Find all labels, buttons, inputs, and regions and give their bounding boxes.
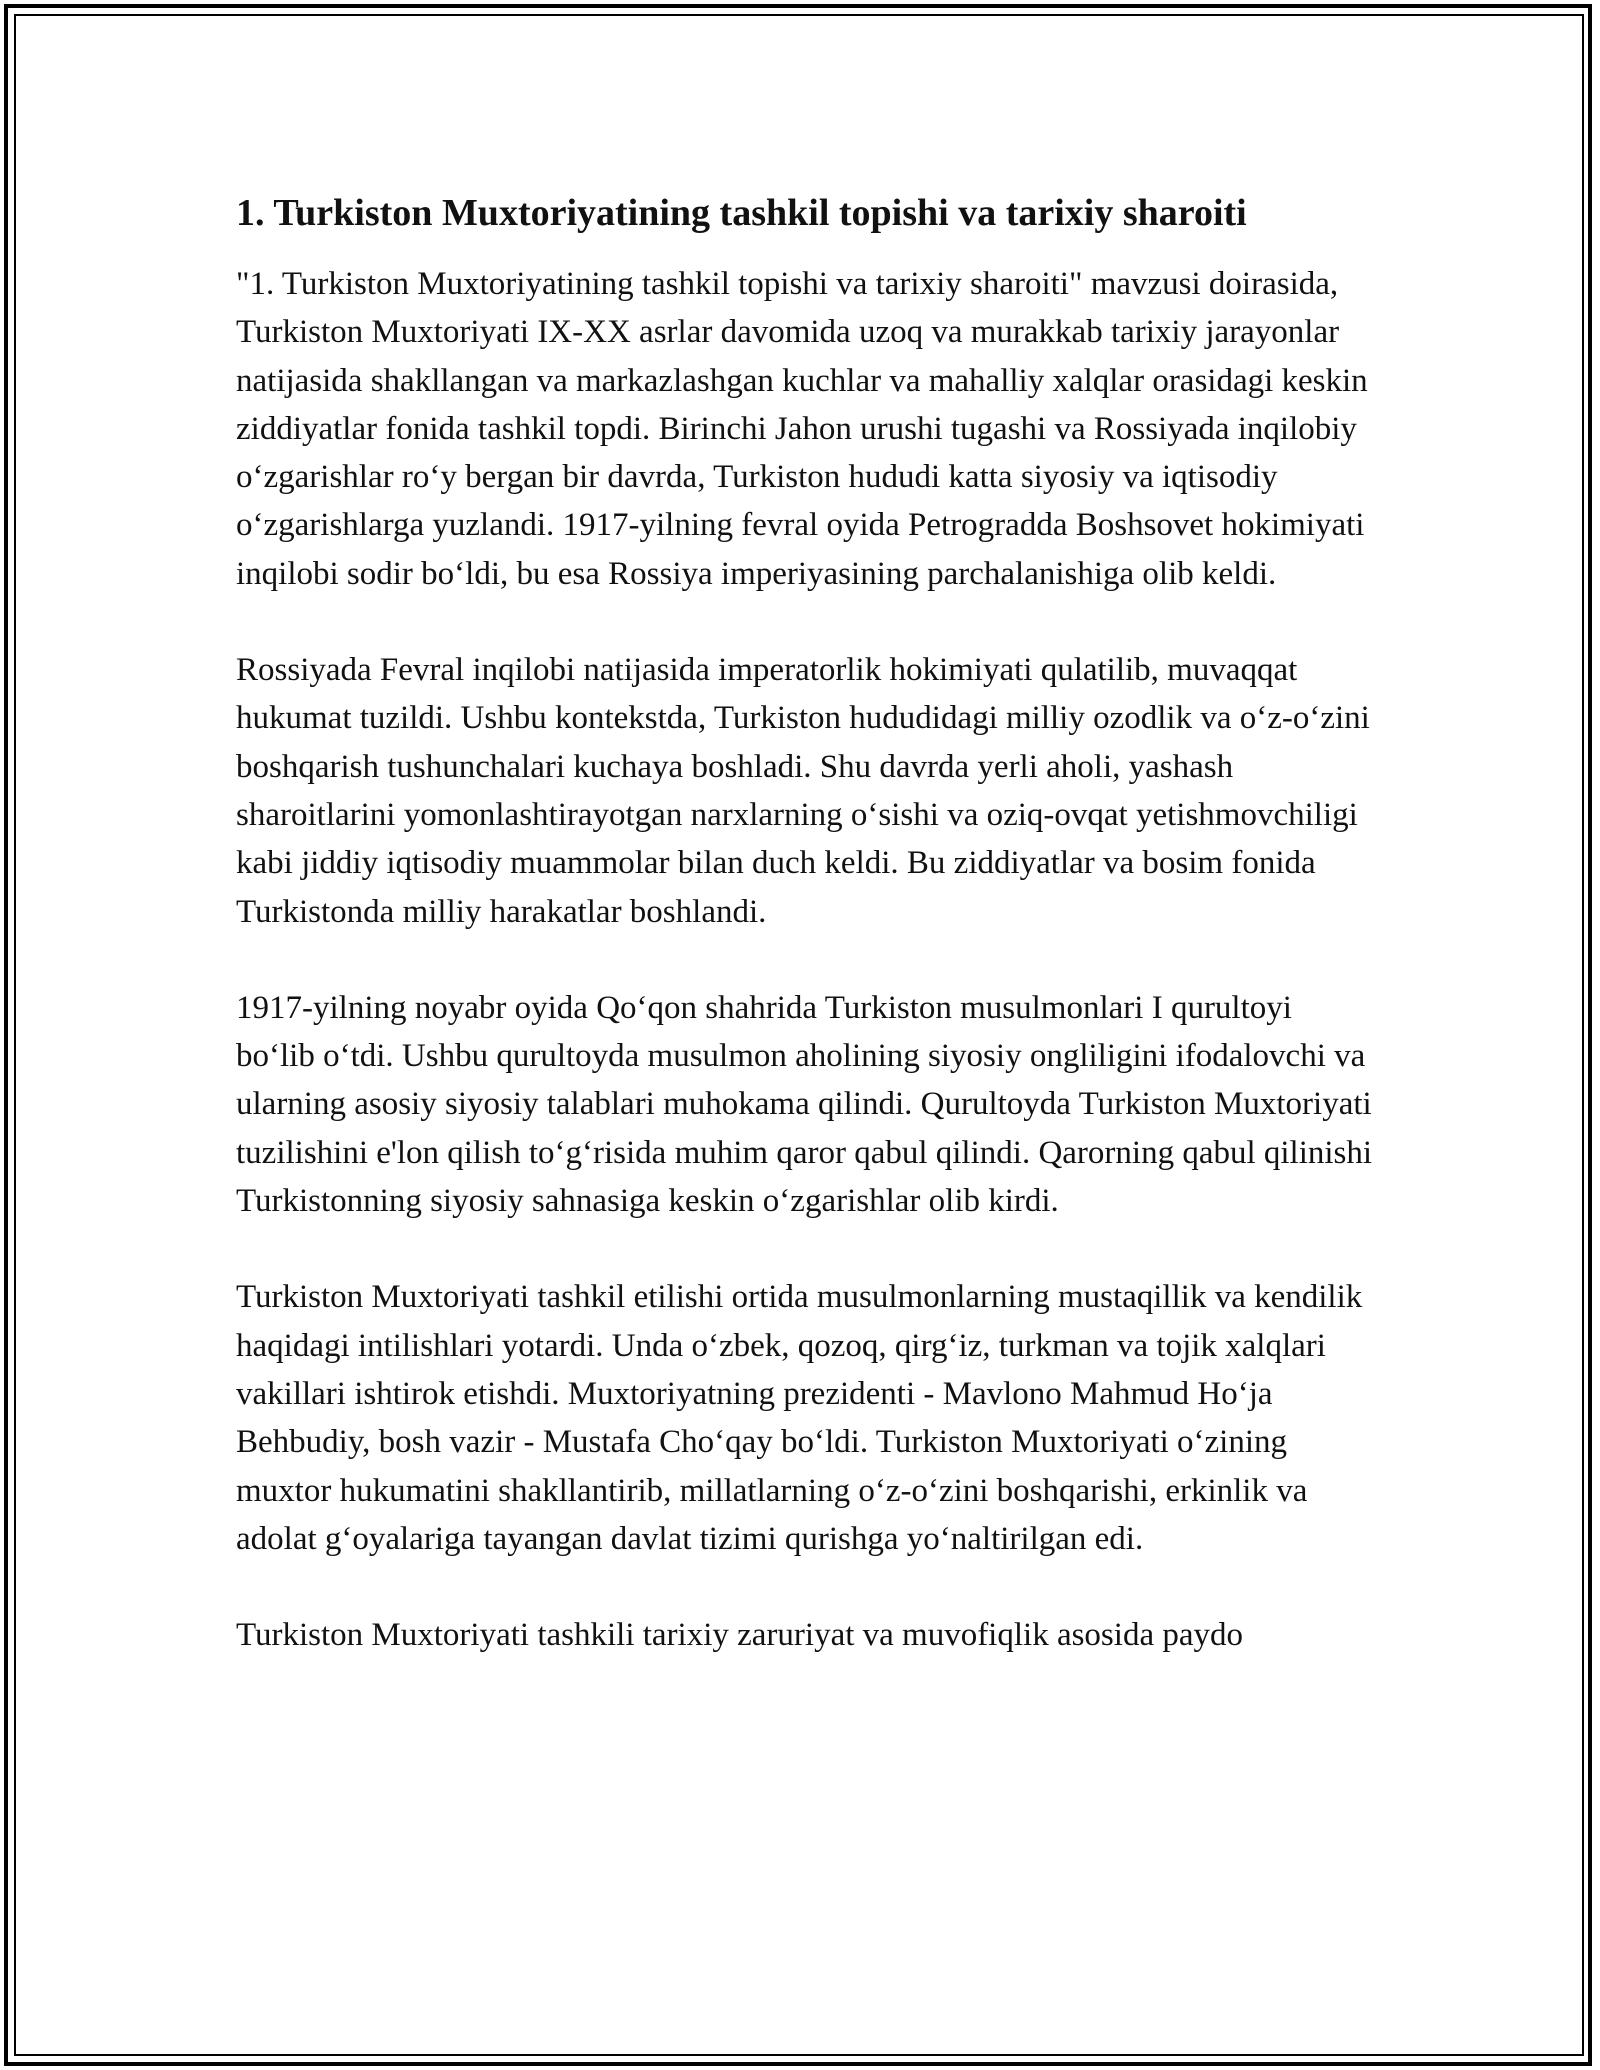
paragraph-1: "1. Turkiston Muxtoriyatining tashkil topishi va tarixiy sharoiti" mavzusi doirasida, Turkiston Muxtoriyati IX-XX asrlar davomida uzoq va murakkab tarixiy jarayonlar natijasida shakllangan va markazlashgan kuchlar va mahalliy xalqlar orasidagi keskin ziddiyatlar fonida tashkil topdi. Birinchi Jahon urushi tugashi va Rossiyada inqilobiy oʻzgarishlar roʻy bergan bir davrda, Turkiston hududi katta siyosiy va iqtisodiy oʻzgarishlarga yuzlandi. 1917-yilning fevral oyida Petrogradda Boshsovet hokimiyati inqilobi sodir boʻldi, bu esa Rossiya imperiyasining parchalanishiga olib keldi. <box>236 266 1368 592</box>
document-title: 1. Turkiston Muxtoriyatining tashkil topishi va tarixiy sharoiti <box>236 192 1247 234</box>
paragraph-2: Rossiyada Fevral inqilobi natijasida imperatorlik hokimiyati qulatilib, muvaqqat hukumat tuzildi. Ushbu kontekstda, Turkiston hududidagi milliy ozodlik va oʻz-oʻzini boshqarish tushunchalari kuchaya boshladi. Shu davrda yerli aholi, yashash sharoitlarini yomonlashtirayotgan narxlarning oʻsishi va oziq-ovqat yetishmovchiligi kabi jiddiy iqtisodiy muammolar bilan duch keldi. Bu ziddiyatlar va bosim fonida Turkistonda milliy harakatlar boshlandi. <box>236 652 1370 930</box>
paragraph-5: Turkiston Muxtoriyati tashkili tarixiy zaruriyat va muvofiqlik asosida paydo <box>236 1617 1243 1654</box>
document-body <box>236 186 1376 1707</box>
paragraph-3: 1917-yilning noyabr oyida Qoʻqon shahrida Turkiston musulmonlari I qurultoyi boʻlib oʻtdi. Ushbu qurultoyda musulmon aholining siyosiy ongliligini ifodalovchi va ularning asosiy siyosiy talablari muhokama qilindi. Qurultoyda Turkiston Muxtoriyati tuzilishini e'lon qilish toʻgʻrisida muhim qaror qabul qilindi. Qarorning qabul qilinishi Turkistonning siyosiy sahnasiga keskin oʻzgarishlar olib kirdi. <box>236 989 1373 1220</box>
paragraph-4: Turkiston Muxtoriyati tashkil etilishi ortida musulmonlarning mustaqillik va kendilik haqidagi intilishlari yotardi. Unda oʻzbek, qozoq, qirgʻiz, turkman va tojik xalqlari vakillari ishtirok etishdi. Muxtoriyatning prezidenti - Mavlono Mahmud Hoʻja Behbudiy, bosh vazir - Mustafa Choʻqay boʻldi. Turkiston Muxtoriyati oʻzining muxtor hukumatini shakllantirib, millatlarning oʻz-oʻzini boshqarishi, erkinlik va adolat gʻoyalariga tayangan davlat tizimi qurishga yoʻnaltirilgan edi. <box>236 1279 1363 1557</box>
